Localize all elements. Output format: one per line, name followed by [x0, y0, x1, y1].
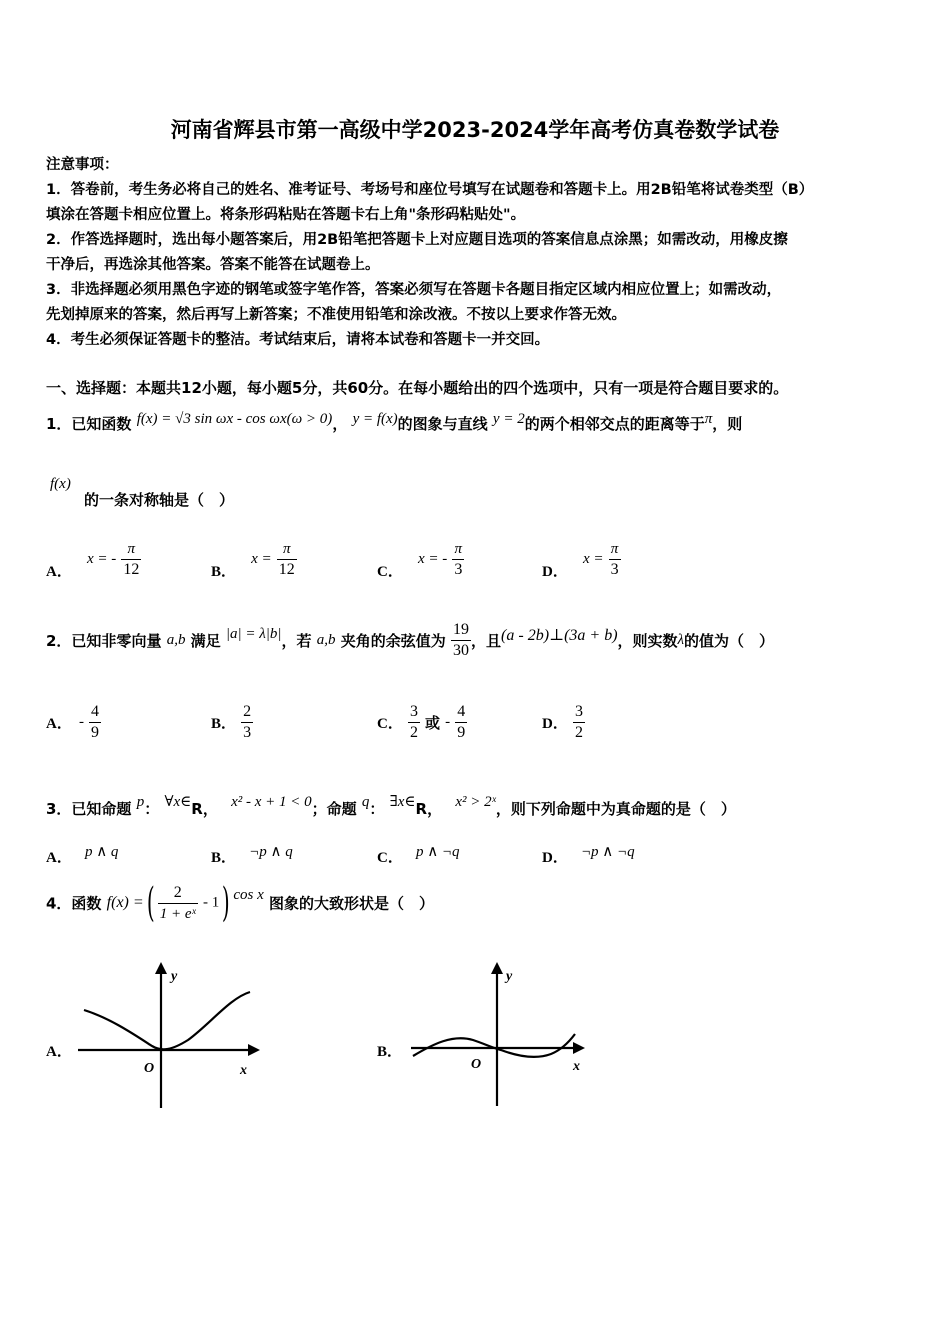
q1-tail: ，则 — [712, 415, 743, 433]
q3-forall: ∀x∈ — [164, 794, 192, 810]
x-axis-arrow — [248, 1044, 260, 1056]
frac-den: 3 — [243, 724, 252, 741]
notice-line: 3．非选择题必须用黑色字迹的钢笔或签字笔作答，答案必须写在答题卡各题目指定区域内相应位置上；如需改动， — [46, 282, 782, 298]
q3-prefix: 3．已知命题 — [46, 800, 132, 818]
q2-option-c[interactable] — [377, 702, 467, 743]
origin-label: O — [471, 1057, 482, 1072]
option-fraction — [452, 539, 464, 580]
option-label: B． — [211, 850, 237, 866]
q2-text: ，若 — [281, 632, 312, 650]
q4-graph-a[interactable] — [70, 960, 260, 1110]
notice-line: 填涂在答题卡相应位置上。将条形码粘贴在答题卡右上角"条形码粘贴处"。 — [46, 207, 526, 223]
option-label: B． — [211, 564, 237, 580]
q3-p: p — [136, 794, 145, 810]
q3-colon: ： — [369, 800, 385, 818]
notice-line: 1．答卷前，考生务必将自己的姓名、准考证号、考场号和座位号填写在试题卷和答题卡上。用2B铅笔将试卷类型（B） — [46, 182, 814, 198]
option-expr: ¬p ∧ q — [249, 844, 293, 860]
frac-num: π — [609, 539, 621, 560]
q3-option-b[interactable] — [211, 846, 293, 867]
question-3 — [46, 794, 736, 819]
option-or: 或 — [425, 714, 441, 732]
q2-option-b[interactable] — [211, 702, 253, 743]
option-fraction — [277, 539, 297, 580]
q1-option-d[interactable] — [542, 538, 621, 581]
option-lhs: x = — [582, 551, 604, 567]
question-1 — [46, 413, 742, 434]
q4-cos: cos x — [233, 886, 264, 903]
origin-label: O — [144, 1061, 155, 1076]
q1-y2: y = 2 — [492, 411, 525, 427]
option-expr: p ∧ q — [84, 844, 119, 860]
option-lhs: x = - — [417, 551, 448, 567]
q1-prefix: 1．已知函数 — [46, 415, 132, 433]
q3-r: R， — [415, 800, 443, 818]
notice-line: 2．作答选择题时，选出每小题答案后，用2B铅笔把答题卡上对应题目选项的答案信息点涂黑；如需改动，用橡皮擦 — [46, 232, 788, 248]
q4-prefix: 4．函数 — [46, 894, 102, 913]
curve — [84, 992, 250, 1049]
frac-den: 12 — [123, 561, 140, 578]
q2-text: ，则实数 — [617, 632, 678, 650]
q1-line2: 的一条对称轴是（ ） — [84, 491, 235, 509]
option-fraction — [89, 702, 101, 743]
q3-option-c[interactable] — [377, 846, 460, 867]
option-fraction — [609, 539, 621, 580]
frac-num: 4 — [455, 702, 467, 723]
frac-num: 19 — [451, 620, 471, 641]
y-label: y — [171, 969, 178, 984]
q2-text: 夹角的余弦值为 — [340, 632, 446, 650]
option-label: D． — [542, 564, 568, 580]
curve — [413, 1034, 575, 1057]
frac-den: 2 — [409, 724, 418, 741]
q4-lparen: ( — [146, 880, 155, 926]
q2-vectors: a,b — [316, 632, 336, 648]
q4-text: 图象的大致形状是（ ） — [268, 894, 434, 913]
option-sign: - — [78, 714, 84, 730]
frac-num: 3 — [573, 702, 585, 723]
q4-minus-one: - 1 — [203, 894, 220, 911]
q3-option-d[interactable] — [542, 846, 635, 867]
option-fraction — [455, 702, 467, 743]
option-label: D． — [542, 850, 568, 866]
q1-y-eq: y = f(x) — [352, 411, 398, 427]
q3-colon: ： — [144, 800, 160, 818]
q2-lambda: λ — [677, 632, 685, 648]
option-label: B． — [211, 716, 237, 732]
question-4 — [46, 880, 434, 926]
q2-condition: |a| = λ|b| — [225, 626, 282, 642]
option-label: D． — [542, 716, 568, 732]
x-label: x — [573, 1059, 580, 1074]
q1-comma: ， — [332, 415, 348, 433]
frac-den: 9 — [91, 724, 100, 741]
option-lhs: x = - — [86, 551, 117, 567]
option-label: C． — [377, 850, 403, 866]
q2-option-d[interactable] — [542, 702, 585, 743]
option-expr: p ∧ ¬q — [415, 844, 460, 860]
frac-num: π — [277, 539, 297, 560]
option-label: A． — [46, 564, 72, 580]
y-label: y — [506, 969, 513, 984]
q1-fx: f(x) — [50, 476, 71, 492]
q1-pi: π — [704, 411, 713, 427]
option-label: A． — [46, 850, 72, 866]
frac-num: 2 — [158, 883, 198, 904]
option-fraction — [408, 702, 420, 743]
x-axis-arrow — [573, 1042, 585, 1054]
option-fraction — [573, 702, 585, 743]
frac-num: 3 — [408, 702, 420, 723]
frac-num: 2 — [241, 702, 253, 723]
q1-option-c[interactable] — [377, 538, 464, 581]
q2-vectors: a,b — [166, 632, 186, 648]
option-fraction — [121, 539, 141, 580]
frac-num: π — [452, 539, 464, 560]
notice-heading: 注意事项： — [46, 157, 119, 173]
frac-den: 30 — [453, 642, 470, 659]
option-fraction — [241, 702, 253, 743]
q4-graph-a-label[interactable]: A． — [46, 1044, 72, 1060]
q4-graph-b-label[interactable]: B． — [377, 1044, 403, 1060]
notice-line: 先划掉原来的答案，然后再写上新答案；不准使用铅笔和涂改液。不按以上要求作答无效。 — [46, 307, 626, 323]
q2-text: ，且 — [471, 632, 502, 650]
q1-function: f(x) = √3 sin ωx - cos ωx(ω > 0) — [136, 411, 333, 427]
q1-option-a[interactable] — [46, 538, 141, 581]
frac-num: 4 — [89, 702, 101, 723]
q3-exists: ∃x∈ — [389, 794, 416, 810]
q2-perpendicular: (a - 2b)⊥(3a + b) — [501, 626, 618, 644]
q3-text: ；命题 — [311, 800, 357, 818]
frac-den: 1 + eˣ — [159, 905, 196, 922]
q3-option-a[interactable] — [46, 846, 118, 867]
q3-inequality-1: x² - x + 1 < 0 — [231, 794, 312, 810]
frac-den: 3 — [610, 561, 619, 578]
page-title: 河南省辉县市第一高级中学2023-2024学年高考仿真卷数学试卷 — [170, 118, 780, 142]
q4-graph-b[interactable] — [405, 960, 595, 1110]
option-label: C． — [377, 564, 403, 580]
frac-den: 2 — [574, 724, 583, 741]
notice-line: 干净后，再选涂其他答案。答案不能答在试题卷上。 — [46, 257, 380, 273]
q3-r: R， — [191, 800, 218, 818]
option-sign: - — [445, 714, 451, 730]
question-2 — [46, 620, 774, 661]
notice-line: 4．考生必须保证答题卡的整洁。考试结束后，请将本试卷和答题卡一并交回。 — [46, 332, 550, 348]
y-axis-arrow — [491, 962, 503, 974]
q3-q: q — [361, 794, 370, 810]
q2-option-a[interactable] — [46, 702, 101, 743]
frac-num: π — [121, 539, 141, 560]
q1-mid2: 的两个相邻交点的距离等于 — [524, 415, 705, 433]
section-header: 一、选择题：本题共12小题，每小题5分，共60分。在每小题给出的四个选项中，只有一项是符合题目要求的。 — [46, 379, 789, 397]
q4-rparen: ) — [222, 880, 231, 926]
q2-cos-fraction — [451, 620, 471, 661]
option-expr: ¬p ∧ ¬q — [580, 844, 635, 860]
q3-inequality-2: x² > 2ˣ — [455, 794, 496, 810]
option-lhs: x = — [251, 551, 272, 567]
frac-den: 3 — [454, 561, 463, 578]
frac-den: 12 — [278, 561, 295, 578]
q2-prefix: 2．已知非零向量 — [46, 632, 162, 650]
y-axis-arrow — [155, 962, 167, 974]
q2-text: 的值为（ ） — [684, 632, 775, 650]
q4-function: f(x) = — [106, 894, 144, 911]
q1-mid: 的图象与直线 — [397, 415, 488, 433]
x-label: x — [240, 1063, 247, 1078]
option-label: C． — [377, 716, 403, 732]
q1-option-b[interactable] — [211, 538, 297, 581]
q4-fraction — [158, 883, 198, 924]
q3-text: ，则下列命题中为真命题的是（ ） — [495, 800, 736, 818]
option-label: A． — [46, 716, 72, 732]
frac-den: 9 — [457, 724, 466, 741]
q2-text: 满足 — [190, 632, 221, 650]
